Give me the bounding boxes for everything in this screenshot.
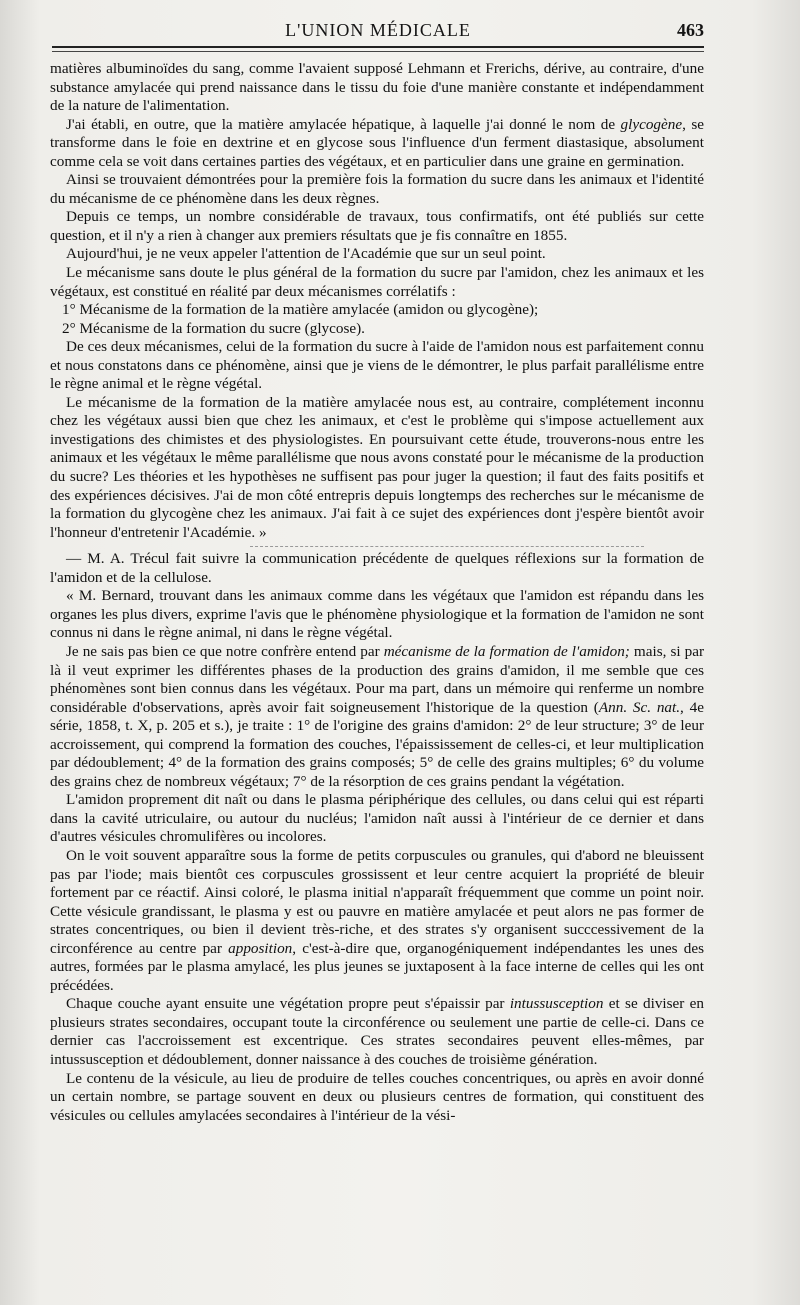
list-item: 1° Mécanisme de la formation de la matière amylacée (amidon ou glycogène); — [62, 301, 539, 319]
running-title: L'UNION MÉDICALE — [285, 20, 471, 40]
paragraph: Chaque couche ayant ensuite une végétation propre peut s'épaissir par intussusception et se diviser en plusieurs strates secondaires, occupant toute la circonférence ou seulement une partie de celle-ci. Dans ce dernier cas l'accroissement est excentrique. Ces strates secondaires peuvent elles-mêmes, par intussusception et dédoublement, donner naissance à des couches de troisième génération. — [50, 995, 704, 1068]
paragraph: De ces deux mécanismes, celui de la formation du sucre à l'aide de l'amidon nous est parfaitement connu et nous constatons dans ce phénomène, ainsi que je viens de le démontrer, le plus parfait parallélisme entre le règne animal et le règne végétal. — [50, 338, 704, 393]
term-glycogene: glycogène — [620, 115, 683, 133]
body-text — [50, 60, 704, 1125]
paragraph: Le contenu de la vésicule, au lieu de produire de telles couches concentriques, ou après en avoir donné un certain nombre, se partage souvent en deux ou plusieurs centres de formation, qui constituent des vésicules ou cellules amylacées secondaires à l'intérieur de la vési- — [50, 1069, 704, 1124]
header-rule-thin — [52, 51, 704, 52]
section-separator — [250, 546, 644, 547]
list-item: 2° Mécanisme de la formation du sucre (glycose). — [62, 319, 365, 337]
paragraph: « M. Bernard, trouvant dans les animaux comme dans les végétaux que l'amidon est répandu dans les organes les plus divers, exprime l'avis que le phénomène physiologique et la formation de l'amidon ne sont connus ni dans le règne animal, ni dans le règne végétal. — [50, 587, 704, 642]
page-header — [52, 14, 704, 50]
paragraph: J'ai établi, en outre, que la matière amylacée hépatique, à laquelle j'ai donné le nom de glycogène, se transforme dans le foie en dextrine et en glycose sous l'influence d'un ferment diastasique, absolument comme cela se voit dans certaines parties des végétaux, et en particulier dans une graine en germination. — [50, 115, 705, 170]
page-number: 463 — [677, 20, 704, 40]
paragraph: Le mécanisme de la formation de la matière amylacée nous est, au contraire, complétement inconnu chez les végétaux aussi bien que chez les animaux, et c'est le problème qui s'impose actuellement aux investigations des chimistes et des physiologistes. En poursuivant cette étude, trouverons-nous entre les animaux et les végétaux le même parallélisme que nous avons constaté pour le mécanisme de la production du sucre? Les théories et les hypothèses ne suffisent pas pour juger la question; il faut des faits positifs et des expériences décisives. J'ai de mon côté entrepris depuis longtemps des recherches sur le mécanisme de la formation du glycogène chez les animaux. J'ai fait à ce sujet des expériences dont j'espère bientôt avoir l'honneur d'entretenir l'Académie. » — [50, 393, 704, 541]
header-rule — [52, 46, 704, 48]
paragraph: On le voit souvent apparaître sous la forme de petits corpuscules ou granules, qui d'abord ne bleuissent pas par l'iode; mais bientôt ces corpuscules grossissent et leur centre acquiert la propriété de bleuir fortement par ce réactif. Ainsi coloré, le plasma initial n'apparaît fréquemment que comme un point noir. Cette vésicule grandissant, le plasma y est ou pauvre en matière amylacée et peut alors ne pas former de strates concentriques, ou bien il devient très-riche, et des strates s'y organisent succcessivement de la circonférence au centre par apposition, c'est-à-dire que, organogéniquement indépendantes les unes des autres, formées par le plasma amylacé, les plus jeunes se juxtaposent à la face interne de celles qui les ont précédées. — [50, 846, 704, 994]
paragraph: matières albuminoïdes du sang, comme l'avaient supposé Lehmann et Frerichs, dérive, au contraire, d'une substance amylacée qui prend naissance dans le tissu du foie d'une manière constante et indépendamment de la nature de l'alimentation. — [50, 60, 704, 115]
term-mecanisme: mécanisme de la formation de l'amidon; — [383, 642, 630, 660]
paragraph: Depuis ce temps, un nombre considérable de travaux, tous confirmatifs, ont été publiés sur cette question, et il n'y a rien à changer aux premiers résultats que je fis connaître en 1855. — [50, 208, 704, 244]
citation-ann-sc-nat: Ann. Sc. nat. — [598, 698, 681, 716]
paragraph: Le mécanisme sans doute le plus général de la formation du sucre par l'amidon, chez les animaux et les végétaux, est constitué en réalité par deux mécanismes corrélatifs : — [50, 264, 704, 300]
term-apposition: apposition — [228, 939, 293, 957]
term-intussusception: intussusception — [509, 995, 604, 1013]
paragraph: Aujourd'hui, je ne veux appeler l'attention de l'Académie que sur un seul point. — [66, 245, 546, 263]
paragraph: Ainsi se trouvaient démontrées pour la première fois la formation du sucre dans les animaux et l'identité du mécanisme de ce phénomène dans les deux règnes. — [50, 171, 704, 207]
paragraph: L'amidon proprement dit naît ou dans le plasma périphérique des cellules, ou dans celui qui est réparti dans la cavité utriculaire, ou autour du nucléus; l'amidon naît aussi à l'intérieur de ce dernier et dans d'autres vésicules chromulifères ou incolores. — [50, 791, 704, 846]
paragraph: Je ne sais pas bien ce que notre confrère entend par mécanisme de la formation de l'amidon; mais, si par là il veut exprimer les différentes phases de la production des grains d'amidon, il me semble que ces phénomènes sont bien connus dans les végétaux. Pour ma part, dans un mémoire qui renferme un nombre considérable d'observations, après avoir fait soigneusement l'historique de la question (Ann. Sc. nat., 4e série, 1858, t. X, p. 205 et s.), je traite : 1° de l'origine des grains d'amidon: 2° de leur structure; 3° de leur accroissement, qui comprend la formation des couches, l'épaississement de celles-ci, et leur multiplication par dédoublement; 4° de la formation des grains composés; 5° de celle des grains multiples; 6° du volume des grains chez de nombreux végétaux; 7° de la résorption de ces grains pendant la végétation. — [50, 642, 705, 790]
paragraph: — M. A. Trécul fait suivre la communication précédente de quelques réflexions sur la formation de l'amidon et de la cellulose. — [50, 550, 704, 586]
